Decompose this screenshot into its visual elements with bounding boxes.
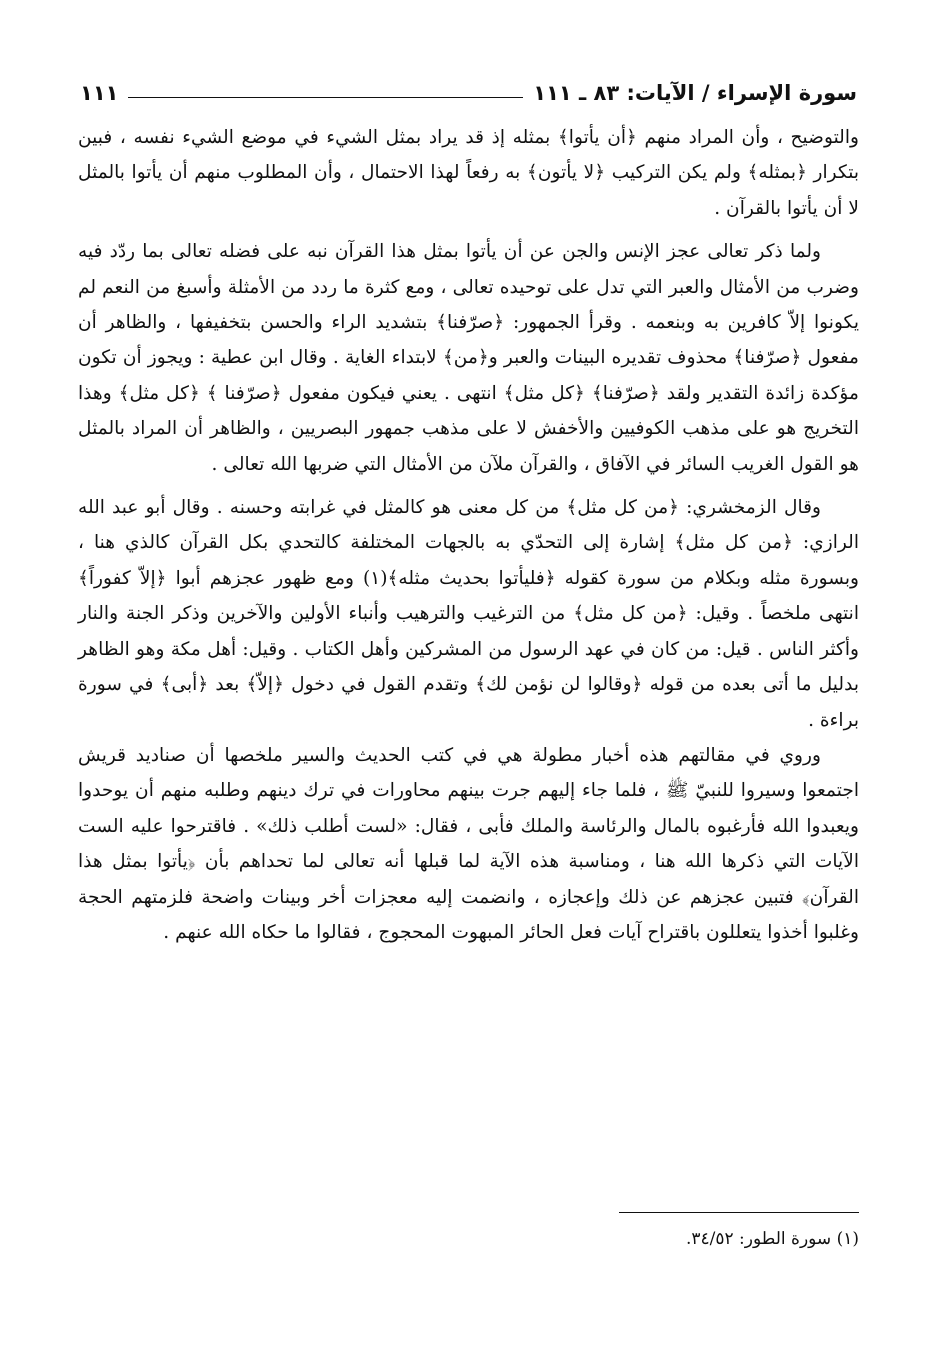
header-rule <box>128 97 523 98</box>
running-title: سورة الإسراء / الآيات: ٨٣ ـ ١١١ <box>533 81 857 105</box>
page-header <box>80 76 857 110</box>
paragraph-3: وقال الزمخشري: ﴿من كل مثل﴾ من كل معنى هو كالمثل في غرابته وحسنه . وقال أبو عبد الله الرازي: ﴿من كل مثل﴾ إشارة إلى التحدّي به بالجهات المختلفة كالتحدي بكل القرآن كالذي هنا ، وبسورة مثله وبكلام من سورة كقوله ﴿فليأتوا بحديث مثله﴾(١) ومع ظهور عجزهم أبوا ﴿إلاّ كفوراً﴾ انتهى ملخصاً . وقيل: ﴿من كل مثل﴾ من الترغيب والترهيب وأنباء الأولين والآخرين وذكر الجنة والنار وأكثر الناس . قيل: من كان في عهد الرسول من المشركين وأهل الكتاب . وقيل: أهل مكة وهو الظاهر بدليل ما أتى بعده من قوله ﴿وقالوا لن نؤمن لك﴾ وتقدم القول في دخول ﴿إلاّ﴾ بعد ﴿أبى﴾ في سورة براءة . <box>78 497 859 731</box>
paragraph-2: ولما ذكر تعالى عجز الإنس والجن عن أن يأتوا بمثل هذا القرآن نبه على فضله تعالى بما ردّد فيه وضرب من الأمثال والعبر التي تدل على توحيده تعالى ، ومع كثرة ما ردد من الأمثلة وأسبغ من النعم لم يكونوا إلاّ كافرين به وبنعمه . وقرأ الجمهور: ﴿صرّفنا﴾ بتشديد الراء والحسن بتخفيفها ، والظاهر أن مفعول ﴿صرّفنا﴾ محذوف تقديره البينات والعبر و﴿من﴾ لابتداء الغاية . وقال ابن عطية : ويجوز أن تكون مؤكدة زائدة التقدير ولقد ﴿صرّفنا﴾ ﴿كل مثل﴾ انتهى . يعني فيكون مفعول ﴿صرّفنا ﴾ ﴿كل مثل﴾ وهذا التخريج هو على مذهب الكوفيين والأخفش لا على مذهب جمهور البصريين ، والظاهر أن المراد بالمثل هو القول الغريب السائر في الآفاق ، والقرآن ملآن من الأمثال التي ضربها الله تعالى . <box>78 241 859 475</box>
paragraph-4: وروي في مقالتهم هذه أخبار مطولة هي في كتب الحديث والسير ملخصها أن صناديد قريش اجتمعوا وسيروا للنبيّ ﷺ ، فلما جاء إليهم جرت بينهم محاورات في ترك دينهم وطلبه منهم أن يوحدوا ويعبدوا الله فأرغبوه بالمال والرئاسة والملك فأبى ، فقال: «لست أطلب ذلك» . فاقترحوا عليه الست الآيات التي ذكرها الله هنا ، ومناسبة هذه الآية لما قبلها أنه تعالى لما تحداهم بأن ﴿يأتوا بمثل هذا القرآن﴾ فتبين عجزهم عن ذلك وإعجازه ، وانضمت إليه معجزات أخر وبينات واضحة فلزمتهم الحجة وغلبوا أخذوا يتعللون باقتراح آيات فعل الحائر المبهوت المحجوج ، فقالوا ما حكاه الله عنهم . <box>78 744 859 943</box>
footnote-rule <box>619 1212 859 1213</box>
main-text <box>78 120 859 950</box>
page-number: ١١١ <box>80 81 119 105</box>
paragraph-1: والتوضيح ، وأن المراد منهم ﴿أن يأتوا﴾ بمثله إذ قد يراد بمثل الشيء في موضع الشيء نفسه ، فبين بتكرار ﴿بمثله﴾ ولم يكن التركيب ﴿لا يأتون﴾ به رفعاً لهذا الاحتمال ، وأن المطلوب منهم أن يأتوا بالمثل لا أن يأتوا بالقرآن . <box>78 127 859 219</box>
footnote: (١) سورة الطور: ٣٤/٥٢. <box>685 1229 859 1249</box>
